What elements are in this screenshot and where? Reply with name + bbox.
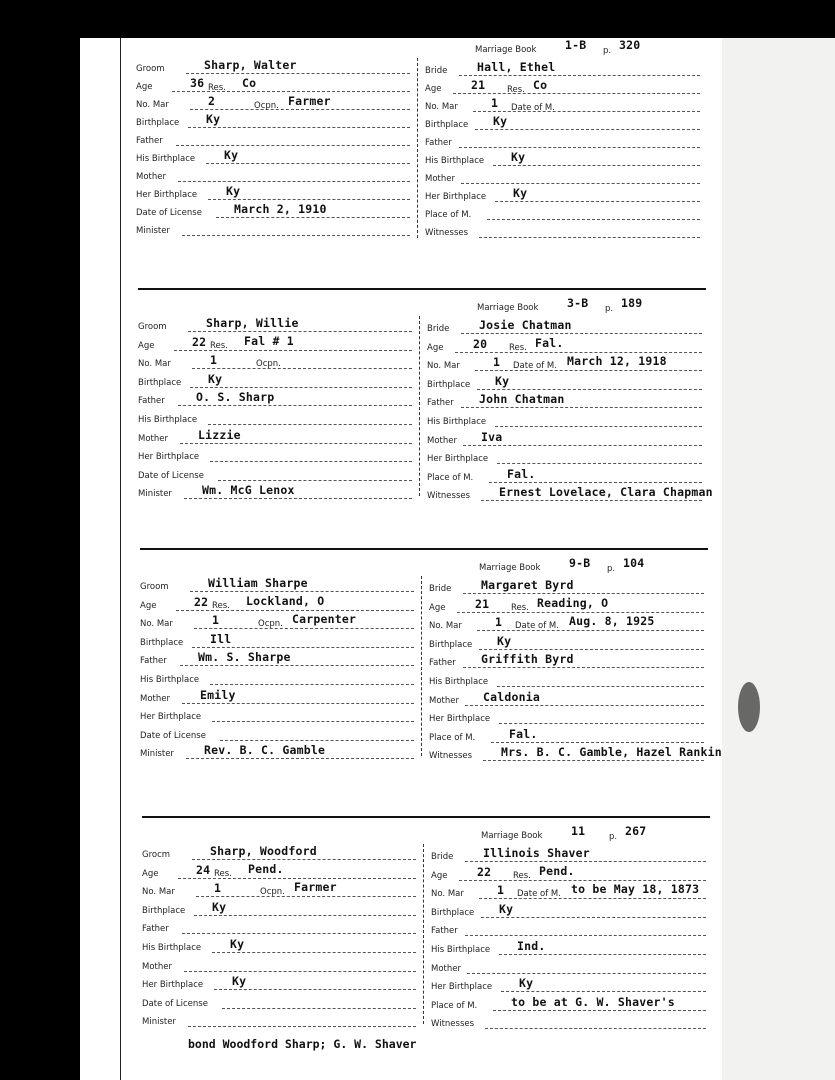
minister-label: Minister bbox=[140, 749, 174, 760]
bride-her-birthplace-line bbox=[499, 723, 704, 724]
bride-res-label: Res. bbox=[507, 85, 525, 95]
groom-res-label: Res. bbox=[212, 601, 230, 611]
groom-her-birthplace-label: Her Birthplace bbox=[138, 452, 200, 463]
groom-ocpn-value: Carpenter bbox=[292, 612, 357, 626]
groom-res-label: Res. bbox=[210, 341, 228, 351]
date-of-license-line bbox=[216, 217, 410, 218]
groom-her-birthplace-line bbox=[212, 721, 414, 722]
bride-mother-line bbox=[461, 183, 700, 184]
marriage-record-card bbox=[0, 38, 835, 282]
bride-birthplace-value: Ky bbox=[497, 633, 512, 648]
groom-father-line bbox=[182, 933, 416, 934]
bride-his-birthplace-label: His Birthplace bbox=[429, 677, 489, 687]
groom-mother-label: Mother bbox=[142, 961, 172, 972]
card-separator bbox=[142, 816, 710, 818]
witnesses-label: Witnesses bbox=[427, 491, 471, 502]
date-of-license-line bbox=[222, 1008, 416, 1009]
place-of-m-label: Place of M. bbox=[425, 210, 472, 220]
marriage-book-value: 1-B bbox=[565, 38, 587, 52]
groom-his-birthplace-line bbox=[210, 684, 414, 685]
groom-name-value: Sharp, Walter bbox=[204, 58, 297, 72]
bride-birthplace-line bbox=[481, 917, 706, 918]
groom-age-value: 22 bbox=[194, 594, 209, 609]
groom-name-value: William Sharpe bbox=[208, 576, 308, 590]
bride-mother-label: Mother bbox=[431, 963, 461, 974]
bride-his-birthplace-label: His Birthplace bbox=[425, 156, 485, 166]
bride-father-value: John Chatman bbox=[479, 392, 565, 407]
place-of-m-value: Fal. bbox=[509, 726, 538, 741]
bride-birthplace-label: Birthplace bbox=[429, 639, 473, 650]
marriage-book-value: 9-B bbox=[569, 556, 591, 570]
groom-birthplace-line bbox=[188, 127, 410, 128]
groom-name-label: Groom bbox=[140, 582, 169, 592]
witnesses-line bbox=[479, 237, 700, 238]
bride-age-label: Age bbox=[431, 870, 448, 881]
groom-his-birthplace-line bbox=[212, 952, 416, 953]
bride-no-mar-value: 1 bbox=[493, 355, 501, 370]
bride-father-line bbox=[461, 407, 702, 408]
marriage-page-value: 104 bbox=[623, 556, 645, 570]
groom-mother-label: Mother bbox=[140, 693, 170, 704]
bride-age-line bbox=[459, 880, 706, 881]
groom-mother-line bbox=[182, 703, 414, 704]
groom-name-line bbox=[188, 331, 412, 332]
groom-res-label: Res. bbox=[208, 83, 226, 93]
marriage-page-label: p. bbox=[609, 832, 618, 842]
bride-age-value: 22 bbox=[477, 864, 492, 879]
bride-his-birthplace-line bbox=[497, 686, 704, 687]
groom-res-label: Res. bbox=[214, 869, 232, 879]
bride-res-value: Pend. bbox=[539, 864, 575, 878]
bride-his-birthplace-line bbox=[499, 954, 706, 955]
groom-father-label: Father bbox=[140, 656, 167, 667]
date-of-license-label: Date of License bbox=[136, 208, 202, 218]
minister-value: Rev. B. C. Gamble bbox=[204, 743, 326, 758]
groom-her-birthplace-value: Ky bbox=[226, 184, 241, 198]
groom-birthplace-label: Birthplace bbox=[142, 905, 186, 916]
groom-her-birthplace-label: Her Birthplace bbox=[136, 190, 198, 200]
bride-name-label: Bride bbox=[431, 852, 454, 862]
bride-her-birthplace-label: Her Birthplace bbox=[431, 982, 493, 993]
bride-his-birthplace-label: His Birthplace bbox=[427, 417, 487, 427]
groom-father-value: O. S. Sharp bbox=[196, 390, 275, 405]
minister-line bbox=[184, 498, 412, 499]
marriage-book-value: 3-B bbox=[567, 296, 589, 310]
bride-age-line bbox=[455, 352, 702, 353]
bride-birthplace-value: Ky bbox=[493, 114, 508, 128]
marriage-record-card bbox=[0, 296, 835, 540]
bride-res-label: Res. bbox=[513, 871, 531, 881]
groom-no-mar-label: No. Mar bbox=[136, 100, 169, 110]
groom-birthplace-label: Birthplace bbox=[136, 118, 180, 128]
witnesses-line bbox=[481, 500, 702, 501]
groom-birthplace-line bbox=[190, 387, 412, 388]
bride-father-label: Father bbox=[429, 658, 456, 669]
marriage-page-value: 267 bbox=[625, 824, 647, 838]
bride-father-line bbox=[465, 935, 706, 936]
bride-birthplace-label: Birthplace bbox=[427, 379, 471, 390]
groom-his-birthplace-label: His Birthplace bbox=[142, 943, 202, 953]
groom-age-label: Age bbox=[140, 600, 157, 611]
bride-res-value: Reading, O bbox=[537, 596, 609, 610]
minister-line bbox=[182, 235, 410, 236]
scan-top-border bbox=[0, 0, 835, 38]
bride-age-value: 21 bbox=[475, 596, 490, 611]
bride-name-line bbox=[459, 75, 700, 76]
groom-ocpn-label: Ocpn. bbox=[258, 619, 283, 629]
groom-his-birthplace-label: His Birthplace bbox=[140, 675, 200, 685]
place-of-m-label: Place of M. bbox=[427, 472, 474, 483]
bride-name-value: Hall, Ethel bbox=[477, 60, 556, 74]
bride-birthplace-value: Ky bbox=[499, 901, 514, 916]
marriage-record-card bbox=[0, 824, 835, 1068]
groom-her-birthplace-label: Her Birthplace bbox=[142, 980, 204, 991]
bride-birthplace-label: Birthplace bbox=[431, 907, 475, 918]
groom-name-value: Sharp, Willie bbox=[206, 316, 299, 330]
groom-no-mar-line bbox=[192, 368, 412, 369]
bride-father-label: Father bbox=[427, 398, 454, 409]
bride-father-label: Father bbox=[431, 926, 458, 937]
groom-age-label: Age bbox=[142, 868, 159, 879]
bride-name-label: Bride bbox=[429, 584, 452, 594]
groom-no-mar-value: 2 bbox=[208, 94, 216, 108]
groom-her-birthplace-line bbox=[214, 989, 416, 990]
groom-res-value: Co bbox=[242, 76, 257, 90]
witnesses-value: Mrs. B. C. Gamble, Hazel Rankin bbox=[501, 745, 722, 760]
bride-his-birthplace-value: Ky bbox=[511, 150, 526, 164]
bride-mother-label: Mother bbox=[429, 695, 459, 706]
bride-age-label: Age bbox=[427, 342, 444, 353]
bride-name-line bbox=[461, 333, 702, 334]
groom-no-mar-label: No. Mar bbox=[140, 619, 173, 630]
marriage-page-value: 189 bbox=[621, 296, 643, 310]
place-of-m-line bbox=[493, 1010, 706, 1011]
groom-her-birthplace-value: Ky bbox=[232, 974, 247, 989]
groom-age-value: 24 bbox=[196, 862, 211, 877]
place-of-m-line bbox=[487, 219, 700, 220]
date-of-license-value: March 2, 1910 bbox=[234, 202, 327, 216]
groom-his-birthplace-label: His Birthplace bbox=[138, 415, 198, 425]
date-of-m-label: Date of M. bbox=[515, 621, 559, 631]
bride-age-value: 21 bbox=[471, 78, 486, 92]
marriage-record-card bbox=[0, 556, 835, 800]
groom-name-value: Sharp, Woodford bbox=[210, 844, 317, 858]
groom-res-value: Lockland, O bbox=[246, 594, 325, 608]
bride-res-value: Fal. bbox=[535, 336, 564, 350]
groom-father-label: Father bbox=[142, 924, 169, 935]
bride-birthplace-label: Birthplace bbox=[425, 120, 469, 130]
date-of-m-label: Date of M. bbox=[513, 361, 557, 371]
date-of-license-line bbox=[218, 480, 412, 481]
date-of-m-value: to be May 18, 1873 bbox=[571, 882, 700, 896]
groom-mother-value: Emily bbox=[200, 687, 236, 702]
bride-her-birthplace-value: Ky bbox=[519, 976, 534, 991]
bride-her-birthplace-line bbox=[497, 463, 702, 464]
bride-father-line bbox=[463, 667, 704, 668]
bride-res-label: Res. bbox=[509, 343, 527, 353]
minister-value: Wm. McG Lenox bbox=[202, 483, 295, 498]
card-column-divider bbox=[419, 316, 421, 496]
date-of-license-label: Date of License bbox=[142, 998, 208, 1009]
bride-name-label: Bride bbox=[425, 66, 448, 76]
bride-name-line bbox=[463, 593, 704, 594]
groom-mother-line bbox=[184, 971, 416, 972]
card-column-divider bbox=[423, 844, 425, 1024]
date-of-m-label: Date of M. bbox=[511, 103, 555, 113]
groom-ocpn-value: Farmer bbox=[288, 94, 331, 108]
card-separator bbox=[138, 288, 706, 290]
groom-his-birthplace-value: Ky bbox=[224, 148, 239, 162]
bride-his-birthplace-line bbox=[493, 165, 700, 166]
marriage-book-label: Marriage Book bbox=[475, 45, 537, 55]
bride-name-value: Margaret Byrd bbox=[481, 578, 574, 592]
minister-label: Minister bbox=[136, 226, 170, 236]
card-column-divider bbox=[421, 576, 423, 756]
marriage-book-label: Marriage Book bbox=[477, 303, 539, 313]
groom-name-line bbox=[186, 73, 410, 74]
groom-birthplace-value: Ky bbox=[208, 371, 223, 386]
groom-father-label: Father bbox=[136, 136, 163, 146]
date-of-m-value: March 12, 1918 bbox=[567, 354, 667, 368]
groom-no-mar-value: 1 bbox=[214, 881, 222, 896]
bride-father-label: Father bbox=[425, 138, 452, 148]
date-of-m-label: Date of M. bbox=[517, 889, 561, 899]
groom-birthplace-value: Ky bbox=[212, 899, 227, 914]
bride-no-mar-line bbox=[473, 111, 700, 112]
groom-father-line bbox=[178, 405, 412, 406]
bride-mother-label: Mother bbox=[427, 435, 457, 446]
groom-age-value: 22 bbox=[192, 334, 207, 349]
bride-her-birthplace-label: Her Birthplace bbox=[425, 192, 487, 202]
place-of-m-line bbox=[489, 482, 702, 483]
minister-line bbox=[186, 758, 414, 759]
groom-mother-line bbox=[180, 443, 412, 444]
bride-no-mar-line bbox=[475, 370, 702, 371]
bride-name-label: Bride bbox=[427, 324, 450, 334]
groom-birthplace-label: Birthplace bbox=[138, 377, 182, 388]
bride-age-value: 20 bbox=[473, 336, 488, 351]
bride-res-value: Co bbox=[533, 78, 548, 92]
groom-res-value: Pend. bbox=[248, 862, 284, 876]
bride-father-value: Griffith Byrd bbox=[481, 652, 574, 667]
bride-no-mar-value: 1 bbox=[497, 883, 505, 898]
bride-his-birthplace-line bbox=[495, 426, 702, 427]
groom-ocpn-label: Ocpn. bbox=[256, 359, 281, 369]
groom-no-mar-value: 1 bbox=[212, 613, 220, 628]
groom-his-birthplace-line bbox=[206, 163, 410, 164]
groom-father-label: Father bbox=[138, 396, 165, 407]
witnesses-line bbox=[485, 1028, 706, 1029]
groom-name-line bbox=[192, 859, 416, 860]
bride-his-birthplace-value: Ind. bbox=[517, 939, 546, 953]
marriage-page-label: p. bbox=[607, 564, 616, 574]
groom-no-mar-value: 1 bbox=[210, 353, 218, 368]
place-of-m-value: to be at G. W. Shaver's bbox=[511, 994, 675, 1009]
groom-res-value: Fal # 1 bbox=[244, 334, 294, 348]
bride-his-birthplace-label: His Birthplace bbox=[431, 945, 491, 955]
marriage-page-label: p. bbox=[603, 46, 612, 56]
groom-birthplace-label: Birthplace bbox=[140, 637, 184, 648]
groom-no-mar-label: No. Mar bbox=[142, 887, 175, 898]
groom-birthplace-value: Ky bbox=[206, 112, 221, 126]
groom-his-birthplace-value: Ky bbox=[230, 937, 245, 951]
groom-no-mar-line bbox=[196, 896, 416, 897]
bride-no-mar-value: 1 bbox=[491, 96, 499, 110]
marriage-book-value: 11 bbox=[571, 824, 586, 838]
groom-father-line bbox=[180, 665, 414, 666]
witnesses-value: Ernest Lovelace, Clara Chapman bbox=[499, 485, 713, 500]
groom-name-label: Grocm bbox=[142, 850, 171, 860]
minister-label: Minister bbox=[138, 489, 172, 500]
groom-her-birthplace-label: Her Birthplace bbox=[140, 712, 202, 723]
groom-her-birthplace-line bbox=[208, 199, 410, 200]
groom-age-label: Age bbox=[136, 82, 153, 92]
bride-res-label: Res. bbox=[511, 603, 529, 613]
groom-age-label: Age bbox=[138, 340, 155, 351]
groom-ocpn-value: Farmer bbox=[294, 880, 337, 894]
groom-birthplace-value: Ill bbox=[210, 631, 232, 646]
bond-note: bond Woodford Sharp; G. W. Shaver bbox=[188, 1037, 417, 1051]
groom-no-mar-line bbox=[194, 628, 414, 629]
groom-birthplace-line bbox=[192, 647, 414, 648]
bride-birthplace-line bbox=[477, 389, 702, 390]
groom-name-line bbox=[190, 591, 414, 592]
groom-ocpn-label: Ocpn. bbox=[254, 101, 279, 111]
bride-birthplace-value: Ky bbox=[495, 373, 510, 388]
groom-his-birthplace-label: His Birthplace bbox=[136, 154, 196, 164]
bride-age-line bbox=[453, 93, 700, 94]
bride-birthplace-line bbox=[475, 129, 700, 130]
bride-no-mar-line bbox=[479, 898, 706, 899]
date-of-license-line bbox=[220, 740, 414, 741]
bride-age-line bbox=[457, 612, 704, 613]
bride-age-label: Age bbox=[429, 602, 446, 613]
groom-no-mar-line bbox=[190, 109, 410, 110]
groom-name-label: Groom bbox=[136, 64, 165, 74]
groom-age-value: 36 bbox=[190, 76, 205, 90]
bride-name-value: Illinois Shaver bbox=[483, 846, 590, 860]
date-of-license-label: Date of License bbox=[140, 730, 206, 741]
bride-father-line bbox=[459, 147, 700, 148]
bride-her-birthplace-line bbox=[495, 201, 700, 202]
groom-birthplace-line bbox=[194, 915, 416, 916]
bride-no-mar-value: 1 bbox=[495, 615, 503, 630]
bride-mother-value: Iva bbox=[481, 429, 503, 444]
groom-mother-label: Mother bbox=[138, 433, 168, 444]
bride-mother-value: Caldonia bbox=[483, 689, 540, 704]
groom-father-line bbox=[176, 145, 410, 146]
place-of-m-label: Place of M. bbox=[431, 1000, 478, 1011]
bride-her-birthplace-value: Ky bbox=[513, 186, 528, 200]
bride-her-birthplace-line bbox=[501, 991, 706, 992]
witnesses-line bbox=[483, 760, 704, 761]
place-of-m-label: Place of M. bbox=[429, 732, 476, 743]
date-of-m-value: Aug. 8, 1925 bbox=[569, 614, 655, 628]
groom-name-label: Groom bbox=[138, 322, 167, 332]
groom-no-mar-label: No. Mar bbox=[138, 359, 171, 370]
card-separator bbox=[140, 548, 708, 550]
bride-her-birthplace-label: Her Birthplace bbox=[427, 454, 489, 465]
bride-birthplace-line bbox=[479, 649, 704, 650]
bride-no-mar-label: No. Mar bbox=[429, 621, 462, 632]
bride-mother-label: Mother bbox=[425, 174, 455, 184]
bride-her-birthplace-label: Her Birthplace bbox=[429, 714, 491, 725]
groom-mother-label: Mother bbox=[136, 172, 166, 182]
bride-no-mar-line bbox=[477, 630, 704, 631]
bride-mother-line bbox=[463, 445, 702, 446]
marriage-page-label: p. bbox=[605, 304, 614, 314]
marriage-book-label: Marriage Book bbox=[481, 831, 543, 841]
groom-her-birthplace-line bbox=[210, 461, 412, 462]
bride-mother-line bbox=[467, 973, 706, 974]
place-of-m-value: Fal. bbox=[507, 466, 536, 481]
place-of-m-line bbox=[491, 742, 704, 743]
groom-mother-value: Lizzie bbox=[198, 427, 241, 442]
groom-ocpn-label: Ocpn. bbox=[260, 887, 285, 897]
bride-no-mar-label: No. Mar bbox=[425, 102, 458, 112]
witnesses-label: Witnesses bbox=[429, 751, 473, 762]
bride-mother-line bbox=[465, 705, 704, 706]
minister-line bbox=[188, 1026, 416, 1027]
witnesses-label: Witnesses bbox=[431, 1019, 475, 1030]
bride-name-value: Josie Chatman bbox=[479, 318, 572, 332]
bride-name-line bbox=[465, 861, 706, 862]
groom-his-birthplace-line bbox=[208, 424, 412, 425]
groom-mother-line bbox=[178, 181, 410, 182]
bride-no-mar-label: No. Mar bbox=[427, 361, 460, 372]
bride-no-mar-label: No. Mar bbox=[431, 889, 464, 900]
marriage-page-value: 320 bbox=[619, 38, 641, 52]
card-column-divider bbox=[417, 58, 419, 238]
date-of-license-label: Date of License bbox=[138, 470, 204, 481]
marriage-book-label: Marriage Book bbox=[479, 563, 541, 573]
groom-father-value: Wm. S. Sharpe bbox=[198, 650, 291, 665]
minister-label: Minister bbox=[142, 1017, 176, 1028]
witnesses-label: Witnesses bbox=[425, 228, 469, 238]
bride-age-label: Age bbox=[425, 84, 442, 94]
